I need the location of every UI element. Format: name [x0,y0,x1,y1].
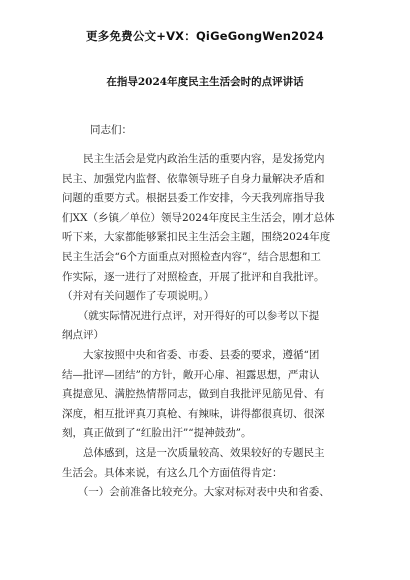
text-line: 总体感到，这是一次质量较高、效果较好的专题民主 [62,446,325,459]
paragraph-4 [62,444,362,483]
text-line: 刻，真正做到了“红脸出汗”“提神鼓劲”。 [62,427,252,440]
text-line: （一）会前准备比较充分。大家对标对表中央和省委、 [62,486,330,499]
text-line: 作实际，逐一进行了对照检查，开展了批评和自我批评。 [62,270,325,283]
text-line: 生活会。具体来说，有这么几个方面值得肯定： [62,466,283,479]
text-line: 问题的重要方式。根据县委工作安排，今天我列席指导我 [62,192,325,205]
document-body [62,120,362,503]
text-line: 大家按照中央和省委、市委、县委的要求，遵循“团 [62,348,320,361]
paragraph-3 [62,346,362,444]
promo-header: 更多免费公文+VX：QiGeGongWen2024 [86,29,324,43]
paragraph-1 [62,150,362,307]
text-line: 民主、加强党内监督、依靠领导班子自身力量解决矛盾和 [62,172,325,185]
text-line: 深度，相互批评真刀真枪、有辣味，讲得都很真切、很深 [62,407,325,420]
text-line: 纲点评） [62,329,104,342]
text-line: 真提意见、满腔热情帮同志，做到自我批评见筋见骨、有 [62,388,325,401]
text-line: 们XX（乡镇／单位）领导2024年度民主生活会，刚才总体 [62,211,335,224]
text-line: 听下来，大家都能够紧扣民主生活会主题，围绕2024年度 [62,231,331,244]
paragraph-5 [62,483,362,503]
text-line: 结—批评—团结”的方针，敞开心扉、袒露思想，严肃认 [62,368,320,381]
text-line: 民主生活会是党内政治生活的重要内容，是发扬党内 [62,153,325,165]
text-line: （就实际情况进行点评，对开得好的可以参考以下提 [62,309,320,322]
paragraph-2 [62,307,362,346]
text-line: 民主生活会“6个方面重点对照检查内容”，结合思想和工 [62,250,321,263]
text-line: （并对有关问题作了专项说明。） [62,290,215,303]
greeting: 同志们： [90,124,132,136]
document-title: 在指导2024年度民主生活会时的点评讲话 [106,76,304,88]
